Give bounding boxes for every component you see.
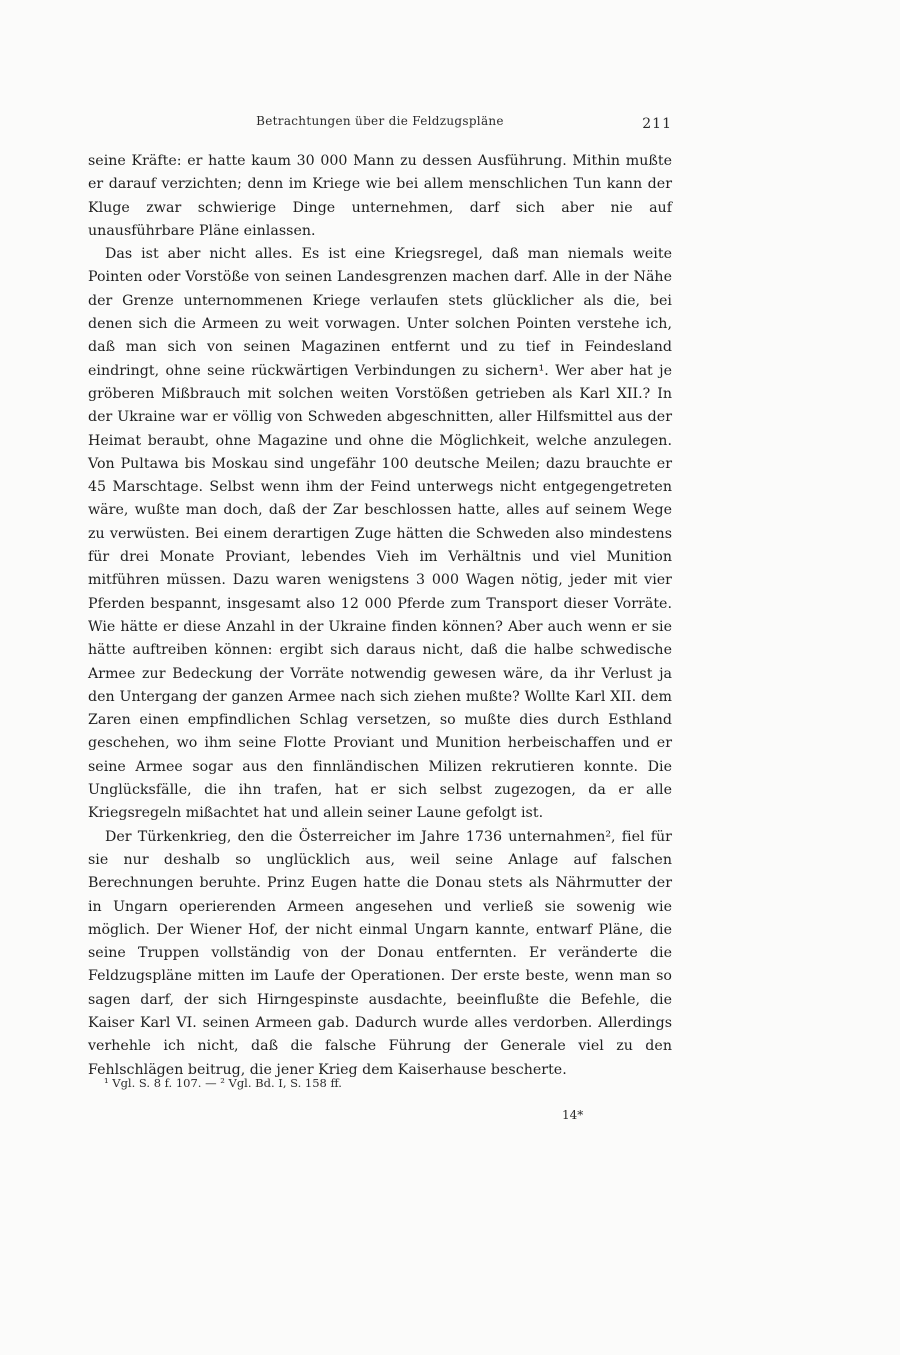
paragraph: seine Kräfte: er hatte kaum 30 000 Mann zu dessen Ausführung. Mithin mußte er darauf verzichten; denn im Kriege wie bei allem menschlichen Tun kann der Kluge zwar schwierige Dinge unternehmen, darf sich aber nie auf unausführbare Pläne einlassen. [88,153,672,239]
paragraph: Das ist aber nicht alles. Es ist eine Kriegsregel, daß man niemals weite Pointen oder Vorstöße von seinen Landesgrenzen machen darf. Alle in der Nähe der Grenze unternommenen Kriege verlaufen stets glücklicher als die, bei denen sich die Armeen zu weit vorwagen. Unter solchen Pointen verstehe ich, daß man sich von seinen Magazinen entfernt und zu tief in Feindesland eindringt, ohne seine rückwärtigen Verbindungen zu sichern¹. Wer aber hat je gröberen Mißbrauch mit solchen weiten Vorstößen getrieben als Karl XII.? In der Ukraine war er völlig von Schweden abgeschnitten, aller Hilfsmittel aus der Heimat beraubt, ohne Magazine und ohne die Möglichkeit, welche anzulegen. Von Pultawa bis Moskau sind ungefähr 100 deutsche Meilen; dazu brauchte er 45 Marschtage. Selbst wenn ihm der Feind unterwegs nicht entgegengetreten wäre, wußte man doch, daß der Zar beschlossen hatte, alles auf seinem Wege zu verwüsten. Bei einem derartigen Zuge hätten die Schweden also mindestens für drei Monate Proviant, lebendes Vieh im Verhältnis und viel Munition mitführen müssen. Dazu waren wenigstens 3 000 Wagen nötig, jeder mit vier Pferden bespannt, insgesamt also 12 000 Pferde zum Transport dieser Vorräte. Wie hätte er diese Anzahl in der Ukraine finden können? Aber auch wenn er sie hätte auftreiben können: ergibt sich daraus nicht, daß die halbe schwedische Armee zur Bedeckung der Vorräte notwendig gewesen wäre, da ihr Verlust ja den Untergang der ganzen Armee nach sich ziehen mußte? Wollte Karl XII. dem Zaren einen empfindlichen Schlag versetzen, so mußte dies durch Esthland geschehen, wo ihm seine Flotte Proviant und Munition herbeischaffen und er seine Armee sogar aus den finnländischen Milizen rekrutieren konnte. Die Unglücksfälle, die ihn trafen, hat er sich selbst zugezogen, da er alle Kriegsregeln mißachtet hat und allein seiner Laune gefolgt ist. [88,246,672,822]
body-text [88,150,672,1082]
sheet-signature: 14* [562,1108,584,1122]
paragraph: Der Türkenkrieg, den die Österreicher im Jahre 1736 unternahmen², fiel für sie nur deshalb so unglücklich aus, weil seine Anlage auf falschen Berechnungen beruhte. Prinz Eugen hatte die Donau stets als Nährmutter der in Ungarn operierenden Armeen angesehen und verließ sie sowenig wie möglich. Der Wiener Hof, der nicht einmal Ungarn kannte, entwarf Pläne, die seine Truppen vollständig von der Donau entfernten. Er veränderte die Feldzugspläne mitten im Laufe der Operationen. Der erste beste, wenn man so sagen darf, der sich Hirngespinste ausdachte, beeinflußte die Befehle, die Kaiser Karl VI. seinen Armeen gab. Dadurch wurde alles verdorben. Allerdings verhehle ich nicht, daß die falsche Führung der Generale viel zu den Fehlschlägen beitrug, die jener Krieg dem Kaiserhause bescherte. [88,828,672,1078]
running-head [88,114,672,136]
footnotes: ¹ Vgl. S. 8 f. 107. — ² Vgl. Bd. I, S. 158 ff. [104,1076,342,1090]
running-title: Betrachtungen über die Feldzugspläne [256,114,504,128]
page-number: 211 [642,116,672,132]
